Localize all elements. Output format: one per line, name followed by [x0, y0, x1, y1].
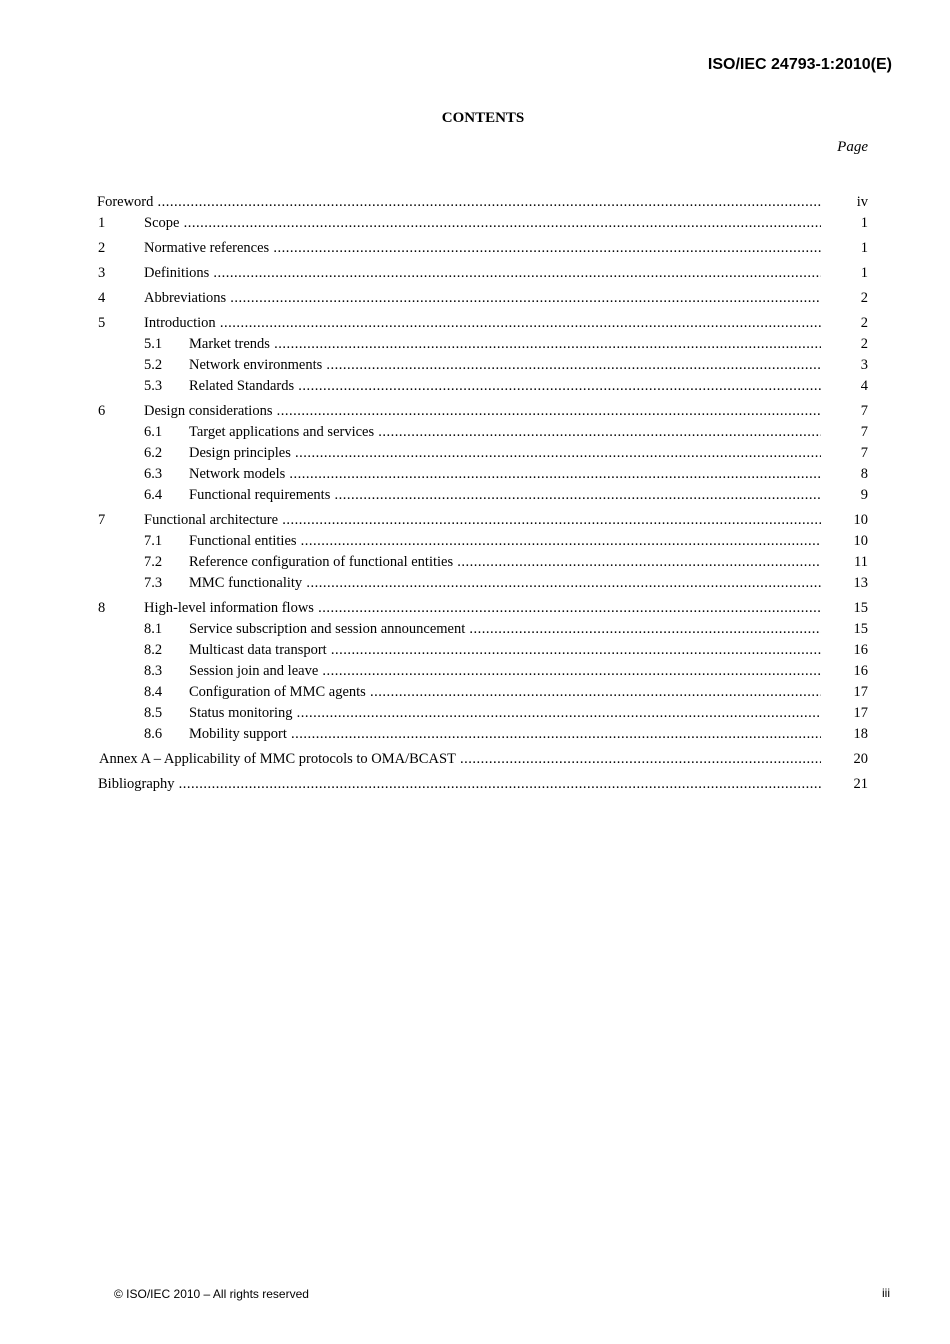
toc-entry-title: Normative references .....: [144, 238, 821, 259]
toc-entry-title: Functional entities .....: [189, 531, 821, 552]
toc-entry-page: 7: [860, 403, 868, 419]
toc-entry-title: Mobility support .....: [189, 724, 821, 745]
toc-entry-number: 7.1: [144, 533, 163, 549]
toc-entry-page: 4: [860, 378, 868, 394]
table-of-contents: [0, 192, 950, 795]
toc-entry-title: High-level information flows .....: [144, 598, 821, 619]
toc-entry-5[interactable]: [0, 313, 950, 334]
toc-entry-8-4[interactable]: [0, 682, 950, 703]
toc-entry-number: 7.3: [144, 575, 163, 591]
toc-entry-title: Abbreviations .....: [144, 288, 821, 309]
toc-entry-title: Reference configuration of functional entities .....: [189, 552, 821, 573]
toc-entry-number: 6.2: [144, 445, 163, 461]
toc-entry-number: 3: [98, 265, 106, 281]
toc-entry-page: 15: [853, 600, 868, 616]
toc-entry-title: Status monitoring .....: [189, 703, 821, 724]
toc-entry-number: 5.3: [144, 378, 163, 394]
toc-entry-page: iv: [856, 194, 868, 210]
toc-entry-number: 7.2: [144, 554, 163, 570]
toc-entry-title: Design principles .....: [189, 443, 821, 464]
toc-entry-number: 5.2: [144, 357, 163, 373]
toc-entry-page: 2: [860, 315, 868, 331]
toc-entry-title: Functional architecture .....: [144, 510, 821, 531]
toc-entry-8[interactable]: [0, 598, 950, 619]
page-number: iii: [882, 1286, 890, 1300]
page-column-label: Page: [837, 139, 868, 155]
toc-entry-8-5[interactable]: [0, 703, 950, 724]
toc-entry-number: 8.2: [144, 642, 163, 658]
toc-entry-page: 21: [853, 776, 868, 792]
toc-entry-7[interactable]: [0, 510, 950, 531]
toc-entry-title: Target applications and services .....: [189, 422, 821, 443]
toc-entry-title: Annex A – Applicability of MMC protocols to OMA/BCAST .....: [99, 749, 821, 770]
toc-entry-number: 8.1: [144, 621, 163, 637]
toc-entry-page: 8: [860, 466, 868, 482]
toc-entry-page: 2: [860, 290, 868, 306]
toc-entry-title: Related Standards .....: [189, 376, 821, 397]
toc-entry-title: Functional requirements .....: [189, 485, 821, 506]
contents-heading: CONTENTS: [441, 110, 525, 126]
toc-entry-number: 8.6: [144, 726, 163, 742]
toc-entry-number: 6.4: [144, 487, 163, 503]
toc-entry-2[interactable]: [0, 238, 950, 259]
toc-entry-7-2[interactable]: [0, 552, 950, 573]
toc-entry-annex-a[interactable]: [0, 749, 950, 770]
toc-entry-title: MMC functionality .....: [189, 573, 821, 594]
toc-entry-number: 8.3: [144, 663, 163, 679]
toc-entry-number: 8.5: [144, 705, 163, 721]
toc-entry-page: 1: [860, 215, 868, 231]
toc-entry-title: Session join and leave .....: [189, 661, 821, 682]
toc-entry-5-1[interactable]: [0, 334, 950, 355]
toc-entry-number: 5.1: [144, 336, 163, 352]
toc-entry-number: 8.4: [144, 684, 163, 700]
toc-entry-number: 6.1: [144, 424, 163, 440]
toc-entry-foreword[interactable]: [0, 192, 950, 213]
toc-entry-page: 18: [853, 726, 868, 742]
toc-entry-6-4[interactable]: [0, 485, 950, 506]
toc-entry-number: 5: [98, 315, 106, 331]
toc-entry-8-3[interactable]: [0, 661, 950, 682]
toc-entry-page: 17: [853, 705, 868, 721]
toc-entry-title: Service subscription and session announcement .....: [189, 619, 821, 640]
toc-entry-title: Multicast data transport .....: [189, 640, 821, 661]
copyright-footer: © ISO/IEC 2010 – All rights reserved: [114, 1287, 309, 1301]
toc-entry-5-3[interactable]: [0, 376, 950, 397]
toc-entry-page: 16: [853, 663, 868, 679]
toc-entry-page: 15: [853, 621, 868, 637]
toc-entry-4[interactable]: [0, 288, 950, 309]
toc-entry-7-1[interactable]: [0, 531, 950, 552]
toc-entry-number: 7: [98, 512, 106, 528]
toc-entry-page: 17: [853, 684, 868, 700]
toc-entry-number: 6.3: [144, 466, 163, 482]
toc-entry-page: 3: [860, 357, 868, 373]
toc-entry-number: 4: [98, 290, 106, 306]
toc-entry-7-3[interactable]: [0, 573, 950, 594]
toc-entry-8-1[interactable]: [0, 619, 950, 640]
toc-entry-number: 1: [98, 215, 106, 231]
toc-entry-title: Definitions .....: [144, 263, 821, 284]
toc-entry-page: 7: [860, 424, 868, 440]
toc-entry-number: 6: [98, 403, 106, 419]
toc-entry-title: Market trends .....: [189, 334, 821, 355]
toc-entry-title: Network models .....: [189, 464, 821, 485]
toc-entry-page: 13: [853, 575, 868, 591]
toc-entry-title: Introduction .....: [144, 313, 821, 334]
toc-entry-6-3[interactable]: [0, 464, 950, 485]
toc-entry-title: Bibliography .....: [98, 774, 821, 795]
toc-entry-page: 9: [860, 487, 868, 503]
toc-entry-page: 20: [853, 751, 868, 767]
toc-entry-title: Configuration of MMC agents .....: [189, 682, 821, 703]
toc-entry-5-2[interactable]: [0, 355, 950, 376]
toc-entry-number: 8: [98, 600, 106, 616]
toc-entry-page: 10: [853, 512, 868, 528]
document-id-header: ISO/IEC 24793-1:2010(E): [707, 56, 892, 73]
toc-entry-6[interactable]: [0, 401, 950, 422]
toc-entry-number: 2: [98, 240, 106, 256]
toc-entry-8-2[interactable]: [0, 640, 950, 661]
toc-entry-3[interactable]: [0, 263, 950, 284]
toc-entry-bibliography[interactable]: [0, 774, 950, 795]
toc-entry-title: Scope .....: [144, 213, 821, 234]
toc-entry-6-2[interactable]: [0, 443, 950, 464]
toc-entry-1[interactable]: [0, 213, 950, 234]
toc-entry-8-6[interactable]: [0, 724, 950, 745]
toc-entry-title: Foreword .....: [97, 192, 821, 213]
toc-entry-page: 1: [860, 265, 868, 281]
toc-entry-page: 10: [853, 533, 868, 549]
toc-entry-page: 1: [860, 240, 868, 256]
toc-entry-title: Network environments .....: [189, 355, 821, 376]
toc-entry-page: 2: [860, 336, 868, 352]
toc-entry-6-1[interactable]: [0, 422, 950, 443]
toc-entry-page: 16: [853, 642, 868, 658]
toc-entry-page: 7: [860, 445, 868, 461]
toc-entry-page: 11: [854, 554, 868, 570]
toc-entry-title: Design considerations .....: [144, 401, 821, 422]
